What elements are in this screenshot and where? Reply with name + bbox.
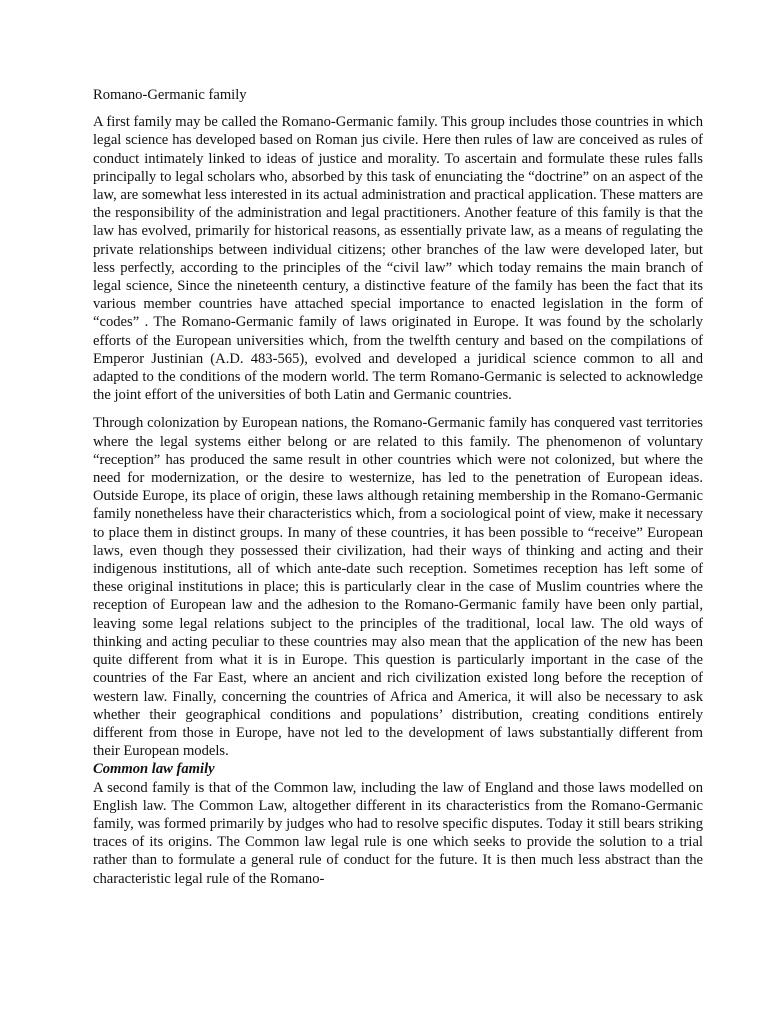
- document-page: [93, 86, 703, 888]
- section-title: Romano-Germanic family: [93, 87, 247, 103]
- paragraph-common-law: A second family is that of the Common law, including the law of England and those laws modelled on English law. The Common Law, altogether different in its characteristics from the Romano-Germanic family, was formed primarily by judges who had to resolve specific disputes. Today it still bears striking traces of its origins. The Common law legal rule is one which seeks to provide the solution to a trial rather than to formulate a general rule of conduct for the future. It is then much less abstract than the characteristic legal rule of the Romano-: [93, 779, 703, 887]
- paragraph-reception: Through colonization by European nations, the Romano-Germanic family has conquered vast territories where the legal systems either belong or are related to this family. The phenomenon of voluntary “reception” has produced the same result in other countries which were not colonized, but where the need for modernization, or the desire to westernize, has led to the penetration of European ideas. Outside Europe, its place of origin, these laws although retaining membership in the Romano-Germanic family nonetheless have their characteristics which, from a sociological point of view, make it necessary to place them in distinct groups. In many of these countries, it has been possible to “receive” European laws, even though they possessed their civilization, had their ways of thinking and acting and their indigenous institutions, all of which ante-date such reception. Sometimes reception has left some of these original institutions in place; this is particularly clear in the case of Muslim countries where the reception of European law and the adhesion to the Romano-Germanic family have been only partial, leaving some legal relations subject to the principles of the traditional, local law. The old ways of thinking and acting peculiar to these countries may also mean that the application of the new has been quite different from what it is in Europe. This question is particularly important in the case of the countries of the Far East, where an ancient and rich civilization existed long before the reception of western law. Finally, concerning the countries of Africa and America, it will also be necessary to ask whether their geographical conditions and populations’ distribution, creating conditions entirely different from those in Europe, have not led to the development of laws substantially different from their European models.: [93, 415, 703, 760]
- paragraph-origin: A first family may be called the Romano-Germanic family. This group includes those countries in which legal science has developed based on Roman jus civile. Here then rules of law are conceived as rules of conduct intimately linked to ideas of justice and morality. To ascertain and formulate these rules falls principally to legal scholars who, absorbed by this task of enunciating the “doctrine” on an aspect of the law, are somewhat less interested in its actual administration and practical application. These matters are the responsibility of the administration and legal practitioners. Another feature of this family is that the law has evolved, primarily for historical reasons, as essentially private law, as a means of regulating the private relationships between individual citizens; other branches of the law were developed later, but less perfectly, according to the principles of the “civil law” which today remains the main branch of legal science, Since the nineteenth century, a distinctive feature of the family has been the fact that its various member countries have attached special importance to enacted legislation in the form of “codes” . The Romano-Germanic family of laws originated in Europe. It was found by the scholarly efforts of the European universities which, from the twelfth century and based on the compilations of Emperor Justinian (A.D. 483-565), evolved and developed a juridical science common to all and adapted to the conditions of the modern world. The term Romano-Germanic is selected to acknowledge the joint effort of the universities of both Latin and Germanic countries.: [93, 114, 703, 404]
- common-law-heading: Common law family: [93, 761, 215, 778]
